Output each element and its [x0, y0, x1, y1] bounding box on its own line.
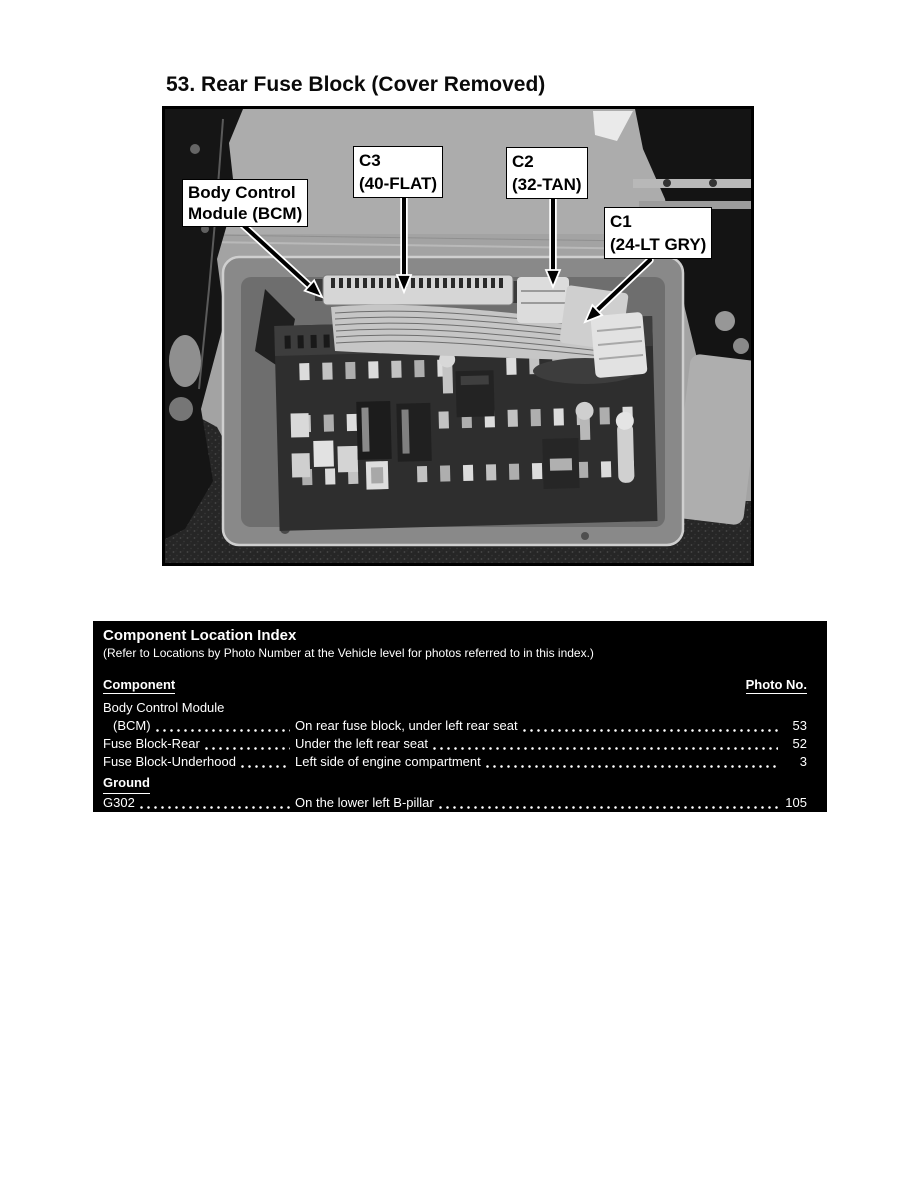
callout-c2-line2: (32-TAN)	[512, 175, 582, 194]
dot-leader	[205, 735, 290, 750]
component-location: Left side of engine compartment	[295, 754, 481, 769]
callout-c2-line1: C2	[512, 152, 534, 171]
callout-bcm-line2: Module (BCM)	[188, 204, 303, 223]
photo-number: 53	[792, 718, 807, 733]
callout-c1-line2: (24-LT GRY)	[610, 235, 707, 254]
index-title: Component Location Index	[103, 627, 297, 644]
callout-c3-line2: (40-FLAT)	[359, 174, 438, 193]
dot-leader	[433, 735, 778, 750]
callout-c3-line1: C3	[359, 151, 381, 170]
dot-leader	[241, 753, 290, 768]
component-name: Fuse Block-Underhood	[103, 754, 236, 769]
column-header-photo-no: Photo No.	[745, 677, 807, 692]
callout-c3-connector	[353, 146, 443, 198]
table-row	[103, 794, 807, 812]
table-row	[103, 699, 807, 717]
component-name: G302	[103, 795, 135, 810]
callout-c1-line1: C1	[610, 212, 632, 231]
table-row	[103, 753, 807, 771]
dot-leader	[486, 753, 778, 768]
component-location: Under the left rear seat	[295, 736, 428, 751]
table-row	[103, 717, 807, 735]
dot-leader	[523, 717, 778, 732]
table-row	[103, 735, 807, 753]
callout-c2-connector	[506, 147, 588, 199]
photo-number: 105	[785, 795, 807, 810]
component-location-index	[93, 621, 827, 812]
component-name-cont: (BCM)	[113, 718, 151, 733]
component-name: Body Control Module	[103, 700, 225, 715]
photo-number: 3	[799, 754, 807, 769]
fuse-block-photo-illustration	[165, 109, 751, 563]
callout-body-control-module	[182, 179, 308, 227]
callout-c1-connector	[604, 207, 712, 259]
figure-title: 53. Rear Fuse Block (Cover Removed)	[166, 73, 546, 96]
section-header-ground	[103, 774, 807, 794]
dot-leader	[156, 717, 290, 732]
dot-leader	[140, 794, 290, 809]
photo-number: 52	[792, 736, 807, 751]
rear-fuse-block-photo	[162, 106, 754, 566]
index-column-headers	[103, 677, 807, 695]
dot-leader	[439, 794, 778, 809]
section-header-label: Ground	[103, 774, 150, 794]
component-name: Fuse Block-Rear	[103, 736, 200, 751]
callout-bcm-line1: Body Control	[188, 183, 296, 202]
index-subtitle: (Refer to Locations by Photo Number at the Vehicle level for photos referred to in this index.)	[103, 646, 594, 660]
column-header-component: Component	[103, 677, 176, 692]
component-location: On the lower left B-pillar	[295, 795, 434, 810]
component-location: On rear fuse block, under left rear seat	[295, 718, 518, 733]
